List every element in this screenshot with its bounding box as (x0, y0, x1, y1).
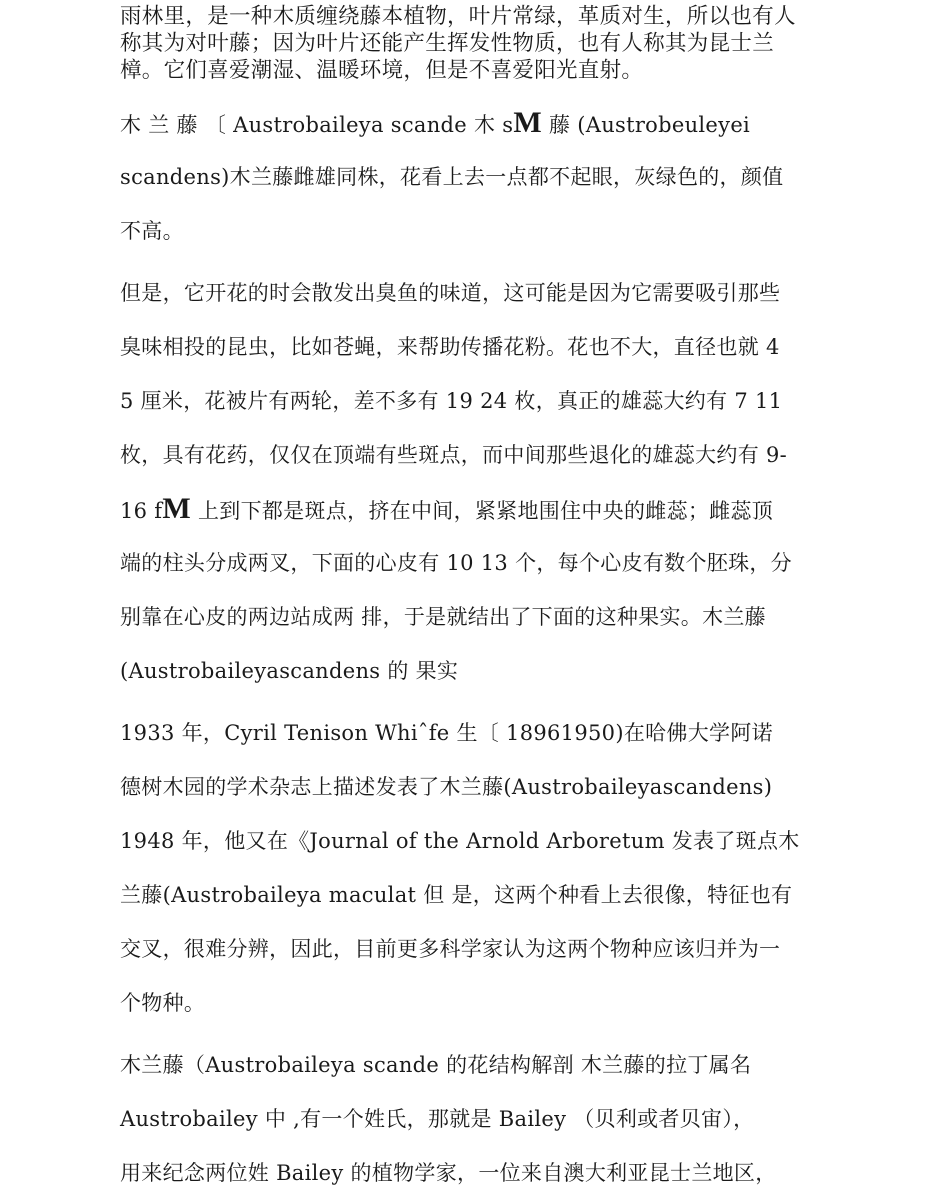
text-line: 端的柱头分成两叉，下面的心皮有 10 13 个，每个心皮有数个胚珠，分 (120, 551, 792, 575)
text-line: 交叉，很难分辨，因此，目前更多科学家认为这两个物种应该归并为一 (120, 937, 781, 961)
text-line: 个物种。 (120, 991, 206, 1015)
text-fragment: 上到下都是斑点，挤在中间，紧紧地围住中央的雌蕊；雌蕊顶 (191, 499, 774, 523)
paragraph-3 (120, 266, 875, 698)
text-line: (Austrobaileyascandens 的 果实 (120, 659, 459, 683)
enlarged-glyph: M (162, 492, 191, 525)
text-line (120, 96, 875, 150)
document-page (120, 0, 875, 1200)
text-line: 称其为对叶藤；因为叶片还能产生挥发性物质，也有人称其为昆士兰 (120, 31, 775, 56)
text-line: 樟。它们喜爱潮湿、温暖环境，但是不喜爱阳光直射。 (120, 58, 644, 83)
text-fragment: 木 兰 藤 〔 Austrobaileya scande 木 s (120, 113, 514, 137)
paragraph-4 (120, 706, 875, 1030)
text-line: 但是，它开花的时会散发出臭鱼的味道，这可能是因为它需要吸引那些 (120, 281, 781, 305)
paragraph-5 (120, 1038, 875, 1200)
text-line: scandens)木兰藤雌雄同株，花看上去一点都不起眼，灰绿色的，颜值 (120, 165, 784, 189)
text-line: 臭味相投的昆虫，比如苍蝇，来帮助传播花粉。花也不大，直径也就 4 (120, 335, 780, 359)
text-line: 不高。 (120, 219, 184, 243)
enlarged-glyph: M (513, 106, 542, 139)
text-line: 5 厘米，花被片有两轮，差不多有 19 24 枚，真正的雄蕊大约有 7 11 (120, 389, 783, 413)
text-line: Austrobailey 中 ,有一个姓氏，那就是 Bailey （贝利或者贝宙）， (120, 1107, 755, 1131)
text-fragment: 藤 (Austrobeuleyei (541, 113, 751, 137)
text-line: 1933 年，Cyril Tenison Whiˆfe 生〔 18961950)在哈佛大学阿诺 (120, 721, 773, 745)
text-line: 1948 年，他又在《Journal of the Arnold Arboretum 发表了斑点木 (120, 829, 800, 853)
paragraph-2 (120, 96, 875, 258)
text-line: 用来纪念两位姓 Bailey 的植物学家，一位来自澳大利亚昆士兰地区， (120, 1161, 777, 1185)
text-line: 雨林里，是一种木质缠绕藤本植物，叶片常绿，革质对生，所以也有人 (120, 4, 796, 29)
text-line: 枚，具有花药，仅仅在顶端有些斑点，而中间那些退化的雄蕊大约有 9- (120, 443, 788, 467)
text-fragment: 16 f (120, 499, 163, 523)
paragraph-1 (120, 3, 875, 84)
text-line: 德树木园的学术杂志上描述发表了木兰藤(Austrobaileyascandens) (120, 775, 773, 799)
text-line: 木兰藤（Austrobaileya scande 的花结构解剖 木兰藤的拉丁属名 (120, 1053, 752, 1077)
text-line: 别靠在心皮的两边站成两 排，于是就结出了下面的这种果实。木兰藤 (120, 605, 766, 629)
text-line (120, 482, 875, 536)
text-line: 兰藤(Austrobaileya maculat 但 是，这两个种看上去很像，特征也有 (120, 883, 793, 907)
